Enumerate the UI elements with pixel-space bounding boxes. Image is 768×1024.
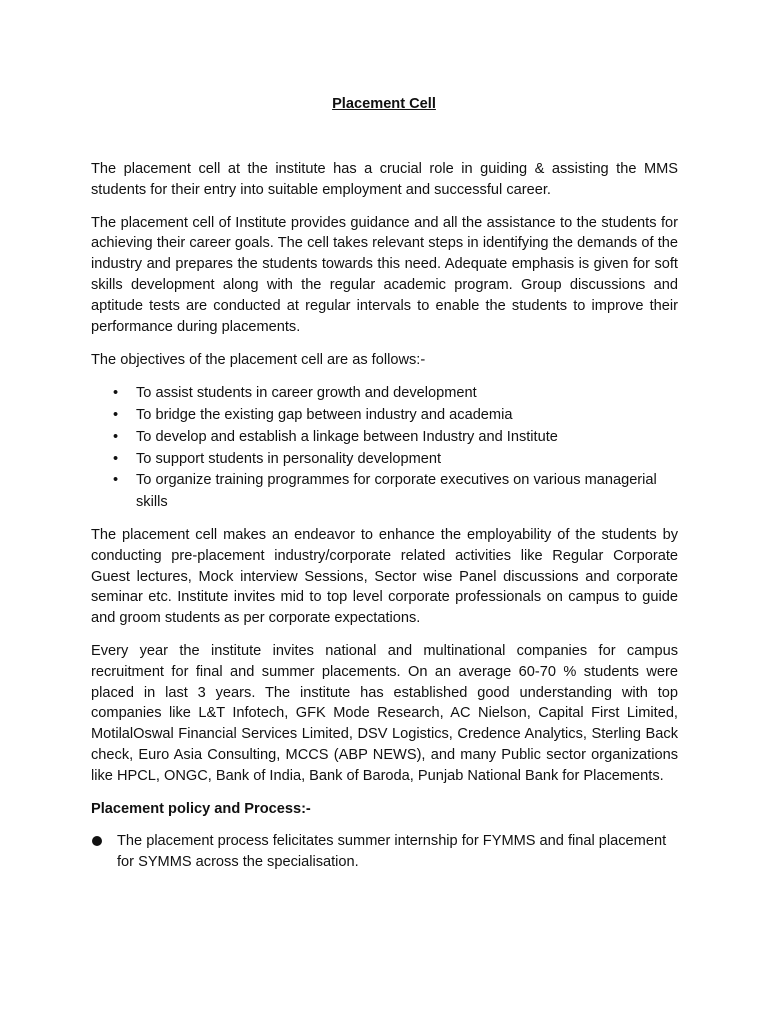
list-item-text: To organize training programmes for corporate executives on various managerial skills bbox=[136, 472, 657, 511]
objectives-intro: The objectives of the placement cell are as follows:- bbox=[91, 352, 426, 369]
bullet-icon: • bbox=[113, 472, 119, 489]
list-item-text: The placement process felicitates summer internship for FYMMS and final placement for SYMMS across the specialisation. bbox=[117, 833, 667, 871]
list-item bbox=[91, 470, 678, 514]
guidance-paragraph: The placement cell of Institute provides guidance and all the assistance to the students for achieving their career goals. The cell takes relevant steps in identifying the demands of the industry and prepares the students towards this need. Adequate emphasis is given for soft skills development along with the regular academic program. Group discussions and aptitude tests are conducted at regular intervals to enable the students to improve their performance during placements. bbox=[91, 214, 678, 335]
bullet-icon: • bbox=[113, 428, 119, 445]
document-body bbox=[91, 159, 678, 873]
list-item bbox=[91, 405, 678, 427]
list-item-text: To assist students in career growth and development bbox=[136, 385, 477, 402]
list-item-text: To develop and establish a linkage between Industry and Institute bbox=[136, 428, 558, 445]
list-item bbox=[91, 427, 678, 449]
bullet-icon: • bbox=[113, 406, 119, 423]
activities-paragraph: The placement cell makes an endeavor to enhance the employability of the students by conducting pre-placement industry/corporate related activities like Regular Corporate Guest lectures, Mock interview Sessions, Sector wise Panel discussions and corporate seminar etc. Institute invites mid to top level corporate professionals on campus to guide and groom students as per corporate expectations. bbox=[91, 526, 678, 627]
bullet-icon: • bbox=[113, 450, 119, 467]
policy-list bbox=[91, 831, 678, 873]
objectives-list bbox=[91, 383, 678, 514]
section-heading: Placement policy and Process:- bbox=[91, 800, 311, 817]
list-item bbox=[91, 383, 678, 405]
recruitment-paragraph: Every year the institute invites national and multinational companies for campus recruitment for final and summer placements. On an average 60-70 % students were placed in last 3 years. The institute has established good understanding with top companies like L&T Infotech, GFK Mode Research, AC Nielson, Capital First Limited, MotilalOswal Financial Services Limited, DSV Logistics, Credence Analytics, Sterling Back check, Euro Asia Consulting, MCCS (ABP NEWS), and many Public sector organizations like HPCL, ONGC, Bank of India, Bank of Baroda, Punjab National Bank for Placements. bbox=[91, 642, 678, 784]
intro-paragraph: The placement cell at the institute has a crucial role in guiding & assisting the MMS students for their entry into suitable employment and successful career. bbox=[91, 161, 678, 198]
list-item-text: To bridge the existing gap between industry and academia bbox=[136, 406, 513, 423]
list-item-text: To support students in personality development bbox=[136, 450, 442, 467]
page-title: Placement Cell bbox=[332, 96, 436, 112]
filled-circle-bullet-icon bbox=[92, 836, 102, 846]
list-item bbox=[91, 449, 678, 471]
bullet-icon: • bbox=[113, 385, 119, 402]
list-item bbox=[91, 831, 678, 873]
